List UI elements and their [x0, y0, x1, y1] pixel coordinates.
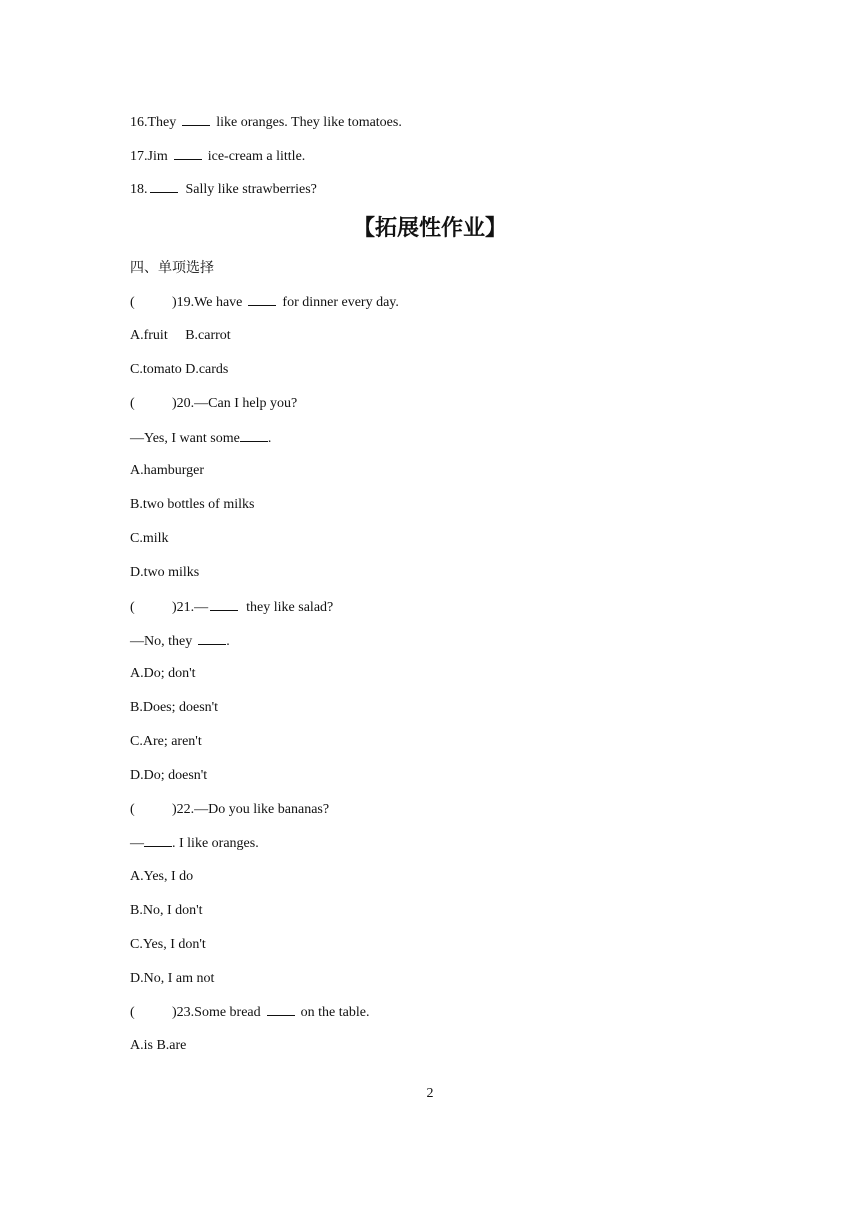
question-22-reply [130, 834, 259, 853]
answer-paren[interactable]: ( [130, 295, 135, 310]
option-line: C.tomato D.cards [130, 362, 229, 377]
question-text: like oranges. They like tomatoes. [216, 115, 402, 130]
question-text: on the table. [300, 1005, 370, 1020]
answer-paren[interactable]: ( [130, 802, 135, 817]
question-19 [130, 293, 399, 312]
option-d: D.No, I am not [130, 971, 215, 986]
question-21-reply [130, 632, 230, 651]
reply-text: . I like oranges. [172, 836, 259, 851]
answer-paren[interactable]: ( [130, 1005, 135, 1020]
question-16 [130, 113, 402, 132]
question-text: )19.We have [172, 295, 243, 310]
option-c: C.Are; aren't [130, 734, 202, 749]
question-text: )23.Some bread [172, 1005, 261, 1020]
reply-text: —No, they [130, 634, 193, 649]
option-c: C.milk [130, 531, 169, 546]
question-21 [130, 598, 333, 617]
question-17 [130, 147, 305, 166]
question-text: for dinner every day. [282, 295, 399, 310]
answer-blank[interactable] [248, 293, 276, 306]
option-d: D.two milks [130, 565, 200, 580]
question-text: 16.They [130, 115, 177, 130]
question-text: )20.—Can I help you? [172, 396, 298, 411]
question-text: )22.—Do you like bananas? [172, 802, 330, 817]
answer-paren[interactable]: ( [130, 600, 135, 615]
question-20-reply [130, 429, 271, 448]
option-a: A.Yes, I do [130, 869, 194, 884]
section-title: 四、单项选择 [130, 260, 214, 276]
answer-blank[interactable] [240, 429, 268, 442]
question-text: )21.— [172, 600, 209, 615]
answer-blank[interactable] [144, 834, 172, 847]
reply-text: . [267, 431, 272, 446]
option-b: B.No, I don't [130, 903, 203, 918]
question-20 [130, 395, 297, 413]
reply-text: . [226, 634, 230, 649]
option-b: B.two bottles of milks [130, 497, 255, 512]
reply-text: — [130, 836, 144, 851]
question-18 [130, 180, 317, 199]
option-c: C.Yes, I don't [130, 937, 206, 952]
question-22 [130, 801, 329, 819]
answer-blank[interactable] [150, 180, 178, 193]
page-number: 2 [426, 1086, 434, 1101]
question-text: 18. [130, 182, 148, 197]
section-heading: 【拓展性作业】 [352, 216, 507, 241]
answer-paren[interactable]: ( [130, 396, 135, 411]
option-a: A.hamburger [130, 463, 204, 478]
answer-blank[interactable] [182, 113, 210, 126]
question-text: Sally like strawberries? [185, 182, 317, 197]
answer-blank[interactable] [267, 1003, 295, 1016]
option-line: A.fruit B.carrot [130, 328, 231, 343]
question-text: 17.Jim [130, 149, 168, 164]
question-text: ice-cream a little. [207, 149, 306, 164]
option-b: B.Does; doesn't [130, 700, 219, 715]
question-text: they like salad? [246, 600, 334, 615]
answer-blank[interactable] [198, 632, 226, 645]
option-line: A.is B.are [130, 1038, 187, 1053]
question-23 [130, 1003, 369, 1022]
option-a: A.Do; don't [130, 666, 196, 681]
option-d: D.Do; doesn't [130, 768, 208, 783]
answer-blank[interactable] [210, 598, 238, 611]
answer-blank[interactable] [174, 147, 202, 160]
reply-text: —Yes, I want some [130, 431, 240, 446]
